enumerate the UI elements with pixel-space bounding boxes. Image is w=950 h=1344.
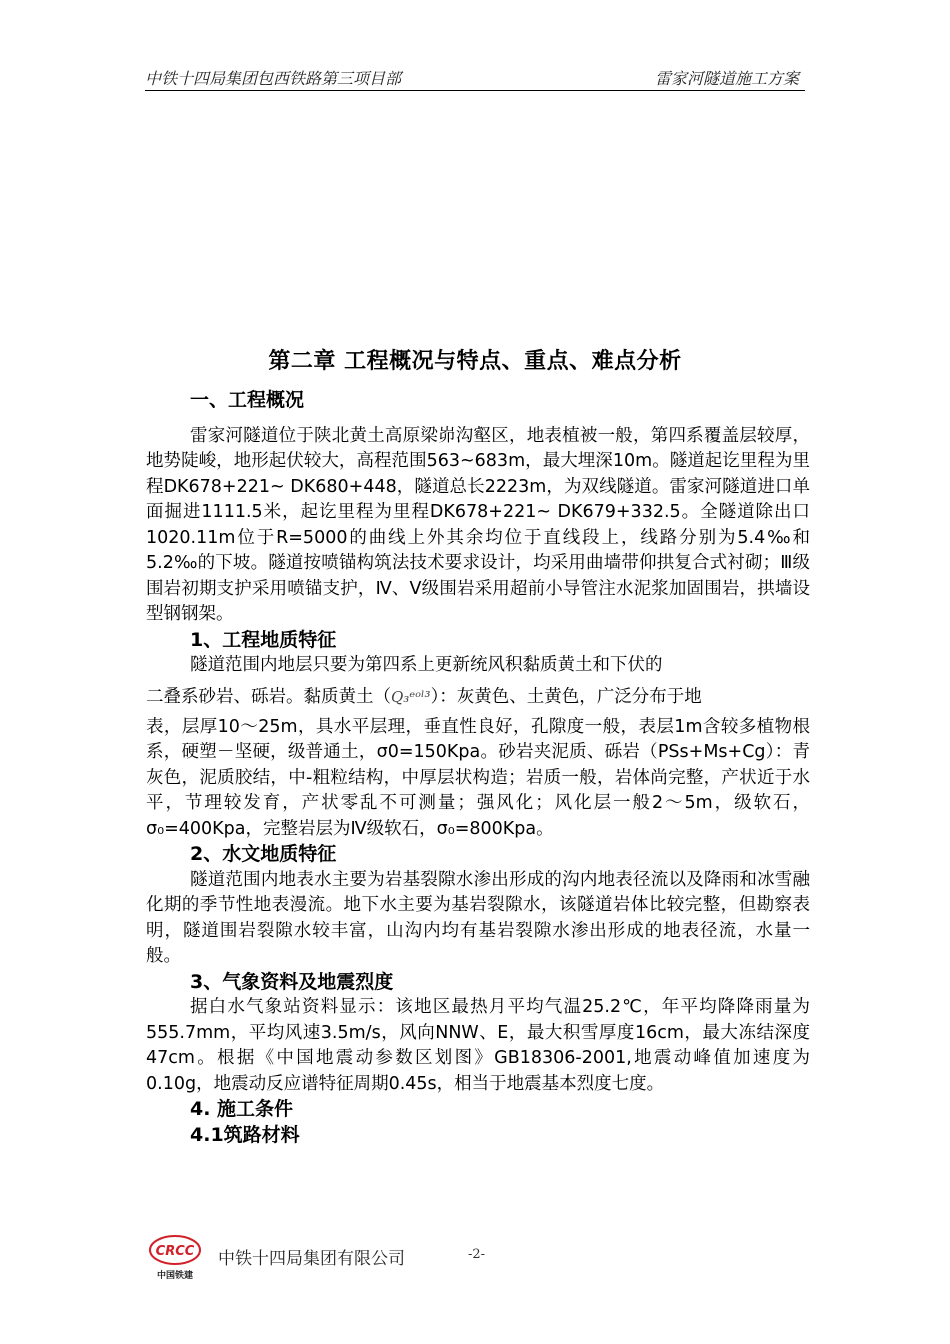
geology-heading: 1、工程地质特征 [190,628,337,651]
footer-company: 中铁十四局集团有限公司 [218,1249,405,1269]
climate-heading: 3、气象资料及地震烈度 [190,970,394,993]
climate-paragraph: 据白水气象站资料显示：该地区最热月平均气温25.2℃，年平均降降雨量为555.7mm，平均风速3.5m/s，风向NNW、E，最大积雪厚度16cm，最大冻结深度47cm。根据《中国地震动参数区划图》GB18306-2001,地震动峰值加速度为0.10g，地震动反应谱特征周期0.45s，相当于地震基本烈度七度。 [146,997,810,1094]
materials-subheading: 4.1筑路材料 [190,1123,300,1146]
header-doc-title: 雷家河隧道施工方案 [654,69,799,88]
hydro-paragraph: 隧道范围内地表水主要为岩基裂隙水渗出形成的沟内地表径流以及降雨和冰雪融化期的季节性地表漫流。地下水主要为基岩裂隙水，该隧道岩体比较完整，但勘察表明，隧道围岩裂隙水较丰富，山沟内均有基岩裂隙水渗出形成的地表径流，水量一般。 [146,869,810,966]
overview-paragraph: 雷家河隧道位于陕北黄土高原梁峁沟壑区，地表植被一般，第四系覆盖层较厚，地势陡峻，地形起伏较大，高程范围563~683m，最大埋深10m。隧道起讫里程为里程DK678+221~ DK680+448，隧道总长2223m，为双线隧道。雷家河隧道进口单面掘进1111.5米，起讫里程为里程DK678+221~ DK679+332.5。全隧道除出口1020.11m位于R=5000的曲线上外其余均位于直线段上，线路分别为5.4‰和5.2‰的下坡。隧道按喷锚构筑法技术要求设计，均采用曲墙带仰拱复合式衬砌；Ⅲ级围岩初期支护采用喷锚支护，Ⅳ、Ⅴ级围岩采用超前小导管注水泥浆加固围岩，拱墙设型钢钢架。 [146,425,810,624]
logo-text: CRCC [155,1244,195,1259]
hydro-heading: 2、水文地质特征 [190,843,337,865]
page-number: -2- [468,1247,486,1262]
geology-line-2 [146,679,810,715]
geology-line-2a: 二叠系砂岩、砾岩。黏质黄土（ [146,686,391,707]
section-heading-overview: 一、工程概况 [190,389,305,411]
geology-line-2b: ）：灰黄色、土黄色，广泛分布于地 [430,686,702,707]
chapter-title: 第二章 工程概况与特点、重点、难点分析 [268,349,682,374]
crcc-logo-icon [148,1232,202,1282]
document-body [146,384,810,1148]
page-header [145,64,805,91]
loess-symbol: Q₃ᵉᵒˡ³ [391,687,431,706]
geology-line-1: 隧道范围内地层只要为第四系上更新统风积黏质黄土和下伏的 [190,655,663,675]
conditions-heading: 4. 施工条件 [190,1098,294,1120]
geology-paragraph: 表，层厚10～25m，具水平层理，垂直性良好，孔隙度一般，表层1m含较多植物根系，硬塑－坚硬，级普通土，σ0=150Kpa。砂岩夹泥质、砾岩（PSs+Ms+Cg）：青灰色，泥质胶结，中-粗粒结构，中厚层状构造；岩质一般，岩体尚完整，产状近于水平，节理较发育，产状零乱不可测量；强风化；风化层一般2～5m，级软石，σ₀=400Kpa，完整岩层为Ⅳ级软石，σ₀=800Kpa。 [146,716,810,839]
header-project: 中铁十四局集团包西铁路第三项目部 [145,69,402,88]
logo-caption: 中国铁建 [156,1271,194,1281]
page-footer [148,1232,548,1282]
